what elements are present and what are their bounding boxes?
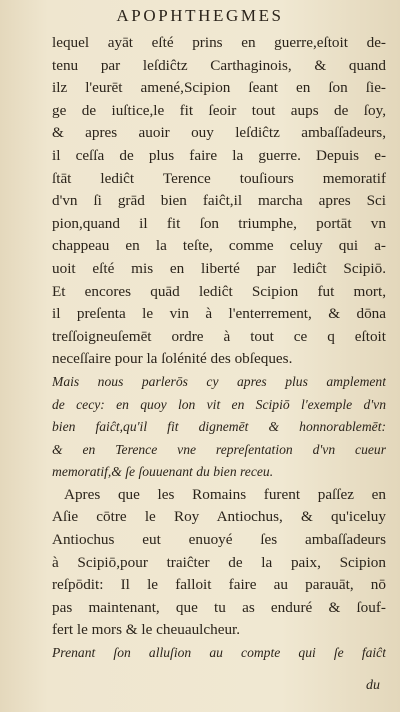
text-line: Et encores quād lediĉt Scipion fut mort, [52, 282, 386, 300]
text-line: neceſſaire pour la ſolénité des obſeques. [52, 350, 293, 368]
text-line: treſſoigneuſemēt ordre à tout ce q eſtoit [52, 327, 386, 345]
text-line: pion,quand il fit ſon triumphe, portāt vn [52, 214, 386, 232]
text-line: d'vn ſi grād bien faiĉt,il marcha apres Sci [52, 192, 386, 210]
catchword: du [366, 678, 380, 693]
commentary-line: Mais nous parlerōs cy apres plus amplement [52, 373, 386, 389]
commentary-line: bien faiĉt,qu'il fit dignemēt & honnorablemēt: [52, 419, 386, 435]
text-line: pas maintenant, que tu as enduré & ſouf- [52, 598, 386, 616]
text-line: ge de iuſtice,le fit ſeoir tout aups de ſoy, [52, 101, 386, 119]
commentary-line: & en Terence vne repreſentation d'vn cueur [52, 441, 386, 457]
text-line: ilz l'eurēt amené,Scipion ſeant en ſon ſie- [52, 79, 386, 97]
text-line: & apres auoir ouy leſdiĉtz ambaſſadeurs, [52, 124, 386, 142]
paragraph-2 [52, 484, 386, 642]
text-line: à Scipiō,pour traiĉter de la paix, Scipion [52, 553, 386, 571]
text-block [52, 32, 386, 665]
commentary [52, 371, 386, 484]
text-line: Apres que les Romains furent paſſez en [64, 485, 386, 503]
text-line: fert le mors & le cheuaulcheur. [52, 621, 241, 639]
text-line: il ceſſa de plus faire la guerre. Depuis e- [52, 146, 386, 164]
running-head: APOPHTHEGMES [116, 6, 284, 25]
text-line: Aſie cōtre le Roy Antiochus, & qu'iceluy [52, 508, 386, 526]
commentary-line: memoratif,& ſe ſouuenant du bien receu. [52, 464, 274, 480]
text-line: tenu par leſdiĉtz Carthaginois, & quand [52, 56, 386, 74]
text-line: reſpōdit: Il le falloit faire au parauāt, nō [52, 576, 386, 594]
text-line: il preſenta le vin à l'enterrement, & dōna [52, 305, 386, 323]
commentary-line: de cecy: en quoy lon vit en Scipiō l'exemple d'vn [52, 396, 386, 412]
text-line: chappeau en la teſte, comme celuy qui a- [52, 237, 386, 255]
text-line: uoit eſté mis en liberté par lediĉt Scipiō. [52, 259, 386, 277]
closing-italic-line: Prenant ſon alluſion au compte qui ſe faiĉt [52, 645, 386, 661]
paragraph-1 [52, 32, 386, 371]
text-line: ſtāt lediĉt Terence touſiours memoratif [52, 169, 386, 187]
text-line: lequel ayāt eſté prins en guerre,eſtoit de- [52, 34, 386, 51]
text-line: Antiochus eut enuoyé ſes ambaſſadeurs [52, 531, 386, 549]
